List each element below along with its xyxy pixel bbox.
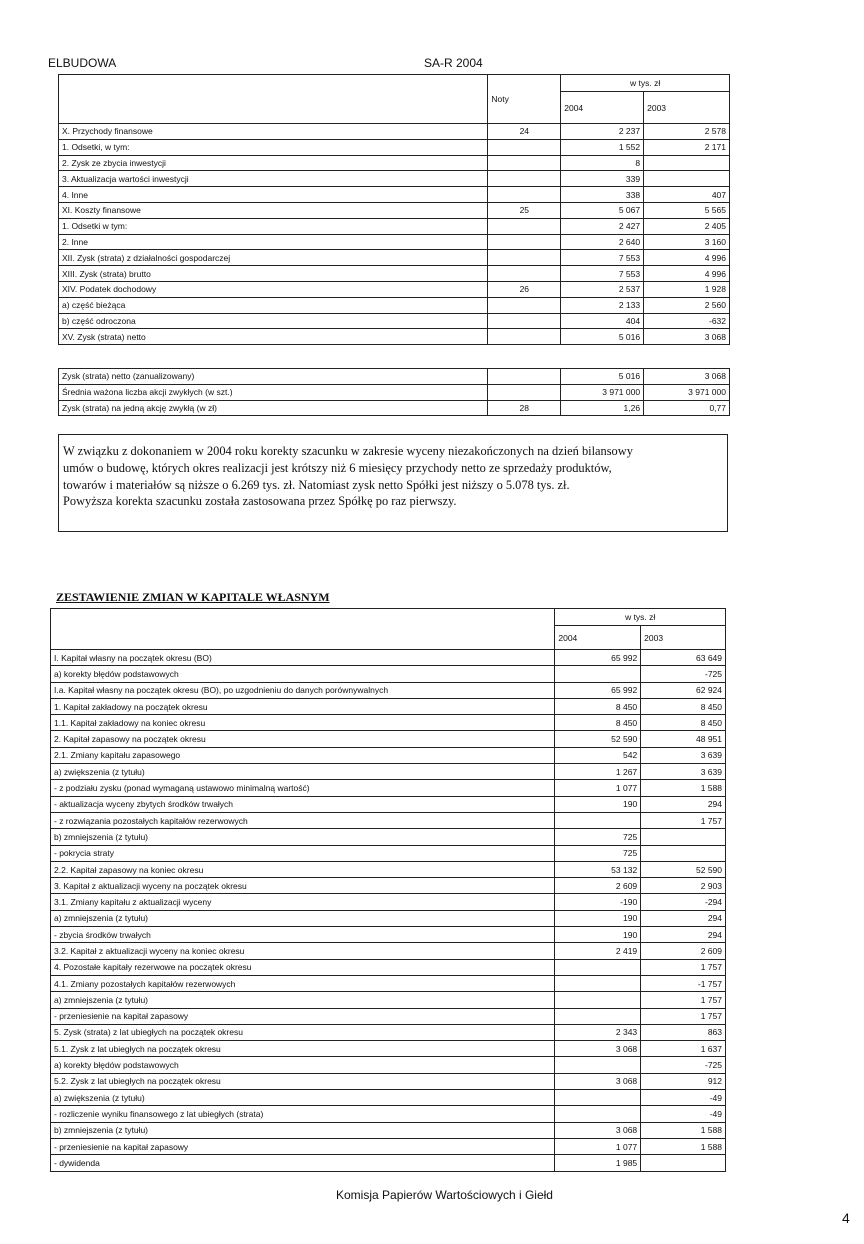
value-2003: 1 757 bbox=[641, 959, 726, 975]
year-2004-header: 2004 bbox=[561, 92, 644, 124]
value-2003: 3 068 bbox=[644, 369, 730, 385]
notes-column-header: Noty bbox=[488, 75, 561, 124]
value-2004: 3 068 bbox=[555, 1122, 641, 1138]
value-2004: 1,26 bbox=[561, 400, 644, 416]
table-row bbox=[51, 698, 726, 714]
value-2003: 863 bbox=[641, 1024, 726, 1040]
row-label: b) zmniejszenia (z tytułu) bbox=[51, 1122, 555, 1138]
table-row bbox=[59, 171, 730, 187]
row-label: a) zwiększenia (z tytułu) bbox=[51, 764, 555, 780]
value-2004: 8 bbox=[561, 155, 644, 171]
value-2004: 5 016 bbox=[561, 369, 644, 385]
row-label: - zbycia środków trwałych bbox=[51, 927, 555, 943]
row-label: 5.1. Zysk z lat ubiegłych na początek okresu bbox=[51, 1041, 555, 1057]
section-title: ZESTAWIENIE ZMIAN W KAPITALE WŁASNYM bbox=[56, 590, 330, 604]
value-2003: 2 171 bbox=[644, 139, 730, 155]
value-2004: 53 132 bbox=[555, 861, 641, 877]
row-label: 3. Kapitał z aktualizacji wyceny na początek okresu bbox=[51, 878, 555, 894]
row-note bbox=[488, 139, 561, 155]
value-2003: 3 068 bbox=[644, 329, 730, 345]
value-2003: 1 757 bbox=[641, 992, 726, 1008]
row-label: a) część bieżąca bbox=[59, 297, 488, 313]
footer-text: Komisja Papierów Wartościowych i Giełd bbox=[336, 1188, 553, 1202]
table-row bbox=[51, 731, 726, 747]
row-note bbox=[488, 266, 561, 282]
equity-changes-table bbox=[50, 608, 726, 1172]
report-type: SA-R 2004 bbox=[424, 56, 483, 70]
row-label: 2. Zysk ze zbycia inwestycji bbox=[59, 155, 488, 171]
row-label: - przeniesienie na kapitał zapasowy bbox=[51, 1138, 555, 1154]
row-note bbox=[488, 297, 561, 313]
row-label: Zysk (strata) netto (zanualizowany) bbox=[59, 369, 488, 385]
value-2004: 2 343 bbox=[555, 1024, 641, 1040]
value-2003: 912 bbox=[641, 1073, 726, 1089]
row-label: XV. Zysk (strata) netto bbox=[59, 329, 488, 345]
value-2003: 2 578 bbox=[644, 124, 730, 140]
value-2004: 2 640 bbox=[561, 234, 644, 250]
row-label: XIII. Zysk (strata) brutto bbox=[59, 266, 488, 282]
table-row bbox=[51, 943, 726, 959]
row-label: 1. Kapitał zakładowy na początek okresu bbox=[51, 698, 555, 714]
header-blank-cell bbox=[51, 609, 555, 650]
table-row bbox=[51, 780, 726, 796]
value-2004: -190 bbox=[555, 894, 641, 910]
table-row bbox=[59, 234, 730, 250]
row-label: - z rozwiązania pozostałych kapitałów rezerwowych bbox=[51, 812, 555, 828]
value-2004 bbox=[555, 812, 641, 828]
row-label: XII. Zysk (strata) z działalności gospodarczej bbox=[59, 250, 488, 266]
note-line: W związku z dokonaniem w 2004 roku korekty szacunku w zakresie wyceny niezakończonych na dzień bilansowy bbox=[63, 444, 633, 458]
table-row bbox=[51, 910, 726, 926]
year-2003-header: 2003 bbox=[644, 92, 730, 124]
value-2003: 294 bbox=[641, 910, 726, 926]
table-row bbox=[51, 1155, 726, 1171]
value-2004: 725 bbox=[555, 845, 641, 861]
value-2003: 4 996 bbox=[644, 250, 730, 266]
value-2004: 3 068 bbox=[555, 1073, 641, 1089]
row-label: 2.2. Kapitał zapasowy na koniec okresu bbox=[51, 861, 555, 877]
value-2003: 52 590 bbox=[641, 861, 726, 877]
value-2004: 190 bbox=[555, 910, 641, 926]
value-2003: 63 649 bbox=[641, 650, 726, 666]
value-2004: 404 bbox=[561, 313, 644, 329]
table-row bbox=[51, 1138, 726, 1154]
table-row bbox=[51, 959, 726, 975]
table-row bbox=[51, 1122, 726, 1138]
table-row bbox=[51, 992, 726, 1008]
value-2003: 3 639 bbox=[641, 747, 726, 763]
table-row bbox=[59, 187, 730, 203]
value-2003 bbox=[641, 1155, 726, 1171]
table-row bbox=[59, 297, 730, 313]
value-2003: 8 450 bbox=[641, 715, 726, 731]
row-label: 4.1. Zmiany pozostałych kapitałów rezerwowych bbox=[51, 975, 555, 991]
row-label: - z podziału zysku (ponad wymaganą ustawowo minimalną wartość) bbox=[51, 780, 555, 796]
table-row bbox=[51, 666, 726, 682]
row-label: I.a. Kapitał własny na początek okresu (BO), po uzgodnieniu do danych porównywalnych bbox=[51, 682, 555, 698]
row-label: - przeniesienie na kapitał zapasowy bbox=[51, 1008, 555, 1024]
value-2003: 294 bbox=[641, 927, 726, 943]
table-row bbox=[51, 927, 726, 943]
row-label: a) zmniejszenia (z tytułu) bbox=[51, 910, 555, 926]
row-label: Zysk (strata) na jedną akcję zwykłą (w zł) bbox=[59, 400, 488, 416]
row-note bbox=[488, 218, 561, 234]
value-2003: 1 588 bbox=[641, 780, 726, 796]
page-number: 4 bbox=[842, 1210, 850, 1226]
row-label: 3.2. Kapitał z aktualizacji wyceny na koniec okresu bbox=[51, 943, 555, 959]
value-2003: -725 bbox=[641, 666, 726, 682]
table-row bbox=[51, 1090, 726, 1106]
table-row bbox=[51, 1041, 726, 1057]
value-2004: 2 427 bbox=[561, 218, 644, 234]
value-2004: 2 237 bbox=[561, 124, 644, 140]
table-row bbox=[59, 281, 730, 297]
value-2004: 65 992 bbox=[555, 682, 641, 698]
value-2004: 1 985 bbox=[555, 1155, 641, 1171]
value-2003: -725 bbox=[641, 1057, 726, 1073]
value-2004: 2 537 bbox=[561, 281, 644, 297]
value-2004: 2 609 bbox=[555, 878, 641, 894]
row-note bbox=[488, 329, 561, 345]
row-label: - aktualizacja wyceny zbytych środków trwałych bbox=[51, 796, 555, 812]
row-label: 4. Inne bbox=[59, 187, 488, 203]
year-2004-header: 2004 bbox=[555, 626, 641, 650]
row-note bbox=[488, 155, 561, 171]
value-2004 bbox=[555, 666, 641, 682]
value-2004: 7 553 bbox=[561, 266, 644, 282]
value-2004: 1 077 bbox=[555, 780, 641, 796]
table-row bbox=[51, 796, 726, 812]
table-row bbox=[59, 266, 730, 282]
value-2004: 8 450 bbox=[555, 715, 641, 731]
table-row bbox=[51, 715, 726, 731]
value-2003: 5 565 bbox=[644, 202, 730, 218]
value-2004: 1 077 bbox=[555, 1138, 641, 1154]
row-label: 1. Odsetki, w tym: bbox=[59, 139, 488, 155]
row-note bbox=[488, 369, 561, 385]
estimate-correction-note bbox=[58, 434, 728, 532]
table-row bbox=[51, 1008, 726, 1024]
year-2003-header: 2003 bbox=[641, 626, 726, 650]
row-label: a) korekty błędów podstawowych bbox=[51, 666, 555, 682]
value-2003: 8 450 bbox=[641, 698, 726, 714]
row-note: 28 bbox=[488, 400, 561, 416]
table-row bbox=[59, 139, 730, 155]
row-label: b) zmniejszenia (z tytułu) bbox=[51, 829, 555, 845]
value-2004: 65 992 bbox=[555, 650, 641, 666]
value-2003: 294 bbox=[641, 796, 726, 812]
table-row bbox=[51, 764, 726, 780]
value-2004: 190 bbox=[555, 796, 641, 812]
row-label: - dywidenda bbox=[51, 1155, 555, 1171]
value-2003: 1 588 bbox=[641, 1138, 726, 1154]
value-2003: 1 757 bbox=[641, 812, 726, 828]
table-row bbox=[51, 812, 726, 828]
value-2003: 2 560 bbox=[644, 297, 730, 313]
value-2003 bbox=[644, 171, 730, 187]
table-row bbox=[51, 861, 726, 877]
table-row bbox=[51, 682, 726, 698]
row-label: a) zwiększenia (z tytułu) bbox=[51, 1090, 555, 1106]
value-2004: 338 bbox=[561, 187, 644, 203]
table-row bbox=[51, 1073, 726, 1089]
table-row bbox=[59, 384, 730, 400]
table-row bbox=[59, 155, 730, 171]
value-2003: -632 bbox=[644, 313, 730, 329]
value-2004: 542 bbox=[555, 747, 641, 763]
note-line: Powyższa korekta szacunku została zastosowana przez Spółkę po raz pierwszy. bbox=[63, 494, 457, 509]
row-label: X. Przychody finansowe bbox=[59, 124, 488, 140]
table-row bbox=[59, 124, 730, 140]
value-2004 bbox=[555, 992, 641, 1008]
table-row bbox=[59, 250, 730, 266]
row-note bbox=[488, 313, 561, 329]
value-2003: 407 bbox=[644, 187, 730, 203]
value-2004: 725 bbox=[555, 829, 641, 845]
value-2003: 2 903 bbox=[641, 878, 726, 894]
value-2003: 0,77 bbox=[644, 400, 730, 416]
table-row bbox=[51, 845, 726, 861]
row-label: 2. Kapitał zapasowy na początek okresu bbox=[51, 731, 555, 747]
table-row bbox=[59, 369, 730, 385]
row-label: a) korekty błędów podstawowych bbox=[51, 1057, 555, 1073]
table-row bbox=[51, 1024, 726, 1040]
row-label: 2. Inne bbox=[59, 234, 488, 250]
table-row bbox=[51, 894, 726, 910]
value-2004 bbox=[555, 1057, 641, 1073]
value-2004: 339 bbox=[561, 171, 644, 187]
value-2004 bbox=[555, 1008, 641, 1024]
row-label: b) część odroczona bbox=[59, 313, 488, 329]
value-2004: 1 267 bbox=[555, 764, 641, 780]
note-line: towarów i materiałów są niższe o 6.269 tys. zł. Natomiast zysk netto Spółki jest niższy o 5.078 tys. zł. bbox=[63, 477, 570, 492]
row-label: 1.1. Kapitał zakładowy na koniec okresu bbox=[51, 715, 555, 731]
header-blank-cell bbox=[59, 75, 488, 124]
row-label: - rozliczenie wyniku finansowego z lat ubiegłych (strata) bbox=[51, 1106, 555, 1122]
value-2004: 1 552 bbox=[561, 139, 644, 155]
value-2003: 4 996 bbox=[644, 266, 730, 282]
row-label: - pokrycia straty bbox=[51, 845, 555, 861]
value-2004: 190 bbox=[555, 927, 641, 943]
value-2004: 2 133 bbox=[561, 297, 644, 313]
value-2004: 5 067 bbox=[561, 202, 644, 218]
value-2004: 2 419 bbox=[555, 943, 641, 959]
value-2003 bbox=[644, 155, 730, 171]
value-2003: 1 757 bbox=[641, 1008, 726, 1024]
table-row bbox=[59, 313, 730, 329]
table-row bbox=[59, 202, 730, 218]
value-2003: -49 bbox=[641, 1106, 726, 1122]
table-row bbox=[59, 400, 730, 416]
unit-label: w tys. zł bbox=[561, 75, 730, 92]
table-row bbox=[51, 1057, 726, 1073]
value-2003: 1 928 bbox=[644, 281, 730, 297]
row-label: XI. Koszty finansowe bbox=[59, 202, 488, 218]
row-label: 2.1. Zmiany kapitału zapasowego bbox=[51, 747, 555, 763]
value-2004 bbox=[555, 959, 641, 975]
row-label: 1. Odsetki w tym: bbox=[59, 218, 488, 234]
value-2003: 1 588 bbox=[641, 1122, 726, 1138]
value-2003: -49 bbox=[641, 1090, 726, 1106]
table-row bbox=[51, 975, 726, 991]
table-row bbox=[51, 650, 726, 666]
table-row bbox=[51, 747, 726, 763]
note-line: umów o budowę, których okres realizacji jest krótszy niż 6 miesięcy przychody netto ze sprzedaży produktów, bbox=[63, 460, 612, 475]
value-2004: 3 068 bbox=[555, 1041, 641, 1057]
income-statement-table bbox=[58, 74, 730, 345]
row-label: 5.2. Zysk z lat ubiegłych na początek okresu bbox=[51, 1073, 555, 1089]
value-2004 bbox=[555, 1090, 641, 1106]
value-2003: 2 405 bbox=[644, 218, 730, 234]
row-label: 5. Zysk (strata) z lat ubiegłych na początek okresu bbox=[51, 1024, 555, 1040]
company-name: ELBUDOWA bbox=[48, 56, 117, 70]
value-2003: 48 951 bbox=[641, 731, 726, 747]
value-2004: 7 553 bbox=[561, 250, 644, 266]
value-2004 bbox=[555, 1106, 641, 1122]
value-2004: 52 590 bbox=[555, 731, 641, 747]
value-2004 bbox=[555, 975, 641, 991]
row-label: 3.1. Zmiany kapitału z aktualizacji wyceny bbox=[51, 894, 555, 910]
unit-label: w tys. zł bbox=[555, 609, 726, 626]
table-row bbox=[51, 878, 726, 894]
table-row bbox=[51, 1106, 726, 1122]
row-note bbox=[488, 187, 561, 203]
row-label: Średnia ważona liczba akcji zwykłych (w szt.) bbox=[59, 384, 488, 400]
row-note bbox=[488, 384, 561, 400]
value-2003: 1 637 bbox=[641, 1041, 726, 1057]
row-note bbox=[488, 234, 561, 250]
row-label: 4. Pozostałe kapitały rezerwowe na początek okresu bbox=[51, 959, 555, 975]
row-note: 24 bbox=[488, 124, 561, 140]
row-note: 26 bbox=[488, 281, 561, 297]
value-2003: 2 609 bbox=[641, 943, 726, 959]
value-2003: 62 924 bbox=[641, 682, 726, 698]
value-2003: 3 971 000 bbox=[644, 384, 730, 400]
value-2003 bbox=[641, 845, 726, 861]
table-row bbox=[59, 218, 730, 234]
row-note: 25 bbox=[488, 202, 561, 218]
row-note bbox=[488, 171, 561, 187]
value-2004: 8 450 bbox=[555, 698, 641, 714]
row-label: a) zmniejszenia (z tytułu) bbox=[51, 992, 555, 1008]
table-row bbox=[59, 329, 730, 345]
value-2003: -294 bbox=[641, 894, 726, 910]
row-label: I. Kapitał własny na początek okresu (BO) bbox=[51, 650, 555, 666]
value-2003: 3 160 bbox=[644, 234, 730, 250]
eps-table bbox=[58, 368, 730, 416]
table-row bbox=[51, 829, 726, 845]
value-2004: 5 016 bbox=[561, 329, 644, 345]
value-2003: 3 639 bbox=[641, 764, 726, 780]
row-label: XIV. Podatek dochodowy bbox=[59, 281, 488, 297]
value-2003: -1 757 bbox=[641, 975, 726, 991]
value-2003 bbox=[641, 829, 726, 845]
value-2004: 3 971 000 bbox=[561, 384, 644, 400]
row-label: 3. Aktualizacja wartości inwestycji bbox=[59, 171, 488, 187]
row-note bbox=[488, 250, 561, 266]
